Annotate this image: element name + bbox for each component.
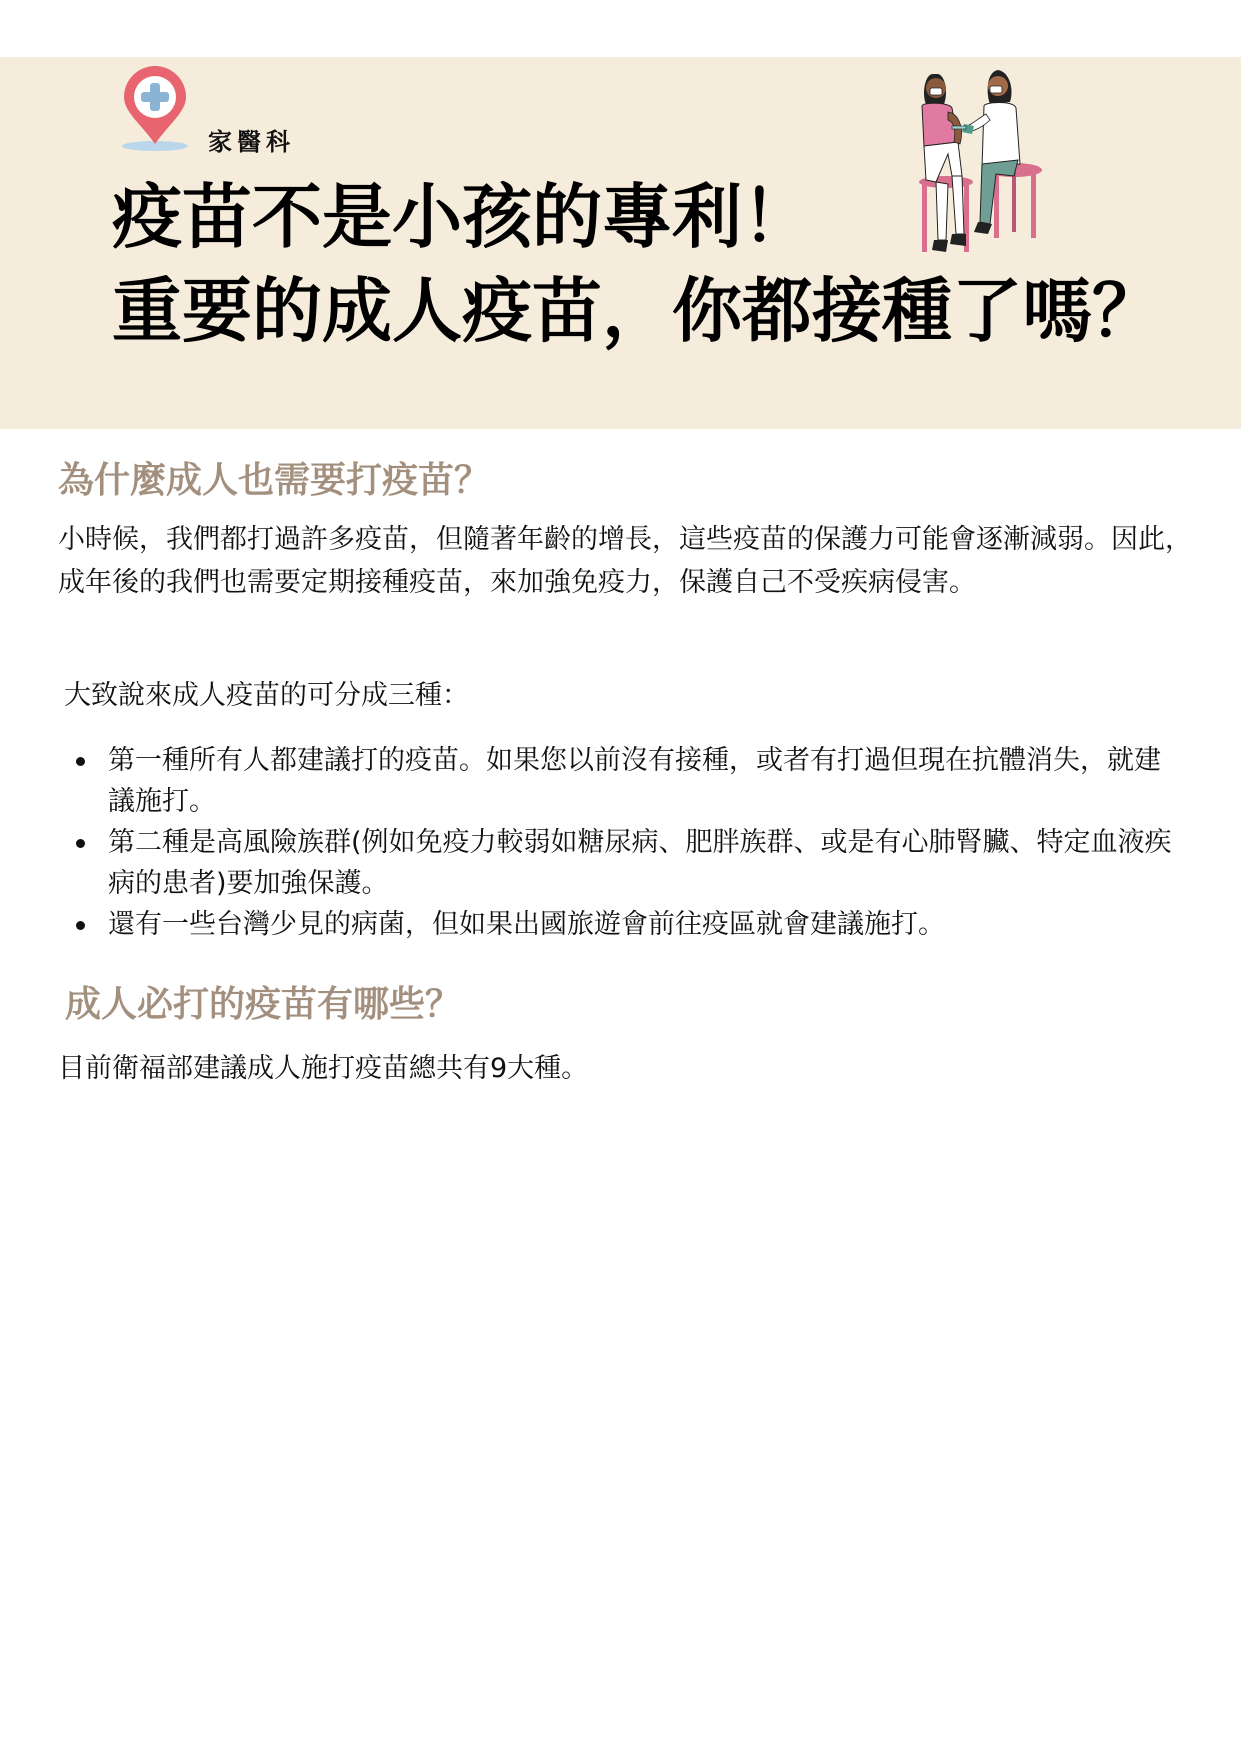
list-item	[60, 740, 1180, 822]
bullet-dot-icon	[76, 839, 85, 848]
list-item-text: 第一種所有人都建議打的疫苗。如果您以前沒有接種，或者有打過但現在抗體消失，就建議施打。	[108, 745, 1161, 817]
section-heading-which-vaccines: 成人必打的疫苗有哪些？	[65, 984, 462, 1025]
recommendation-text: 目前衛福部建議成人施打疫苗總共有9大種。	[58, 1053, 589, 1084]
list-item-text: 第二種是高風險族群(例如免疫力較弱如糖尿病、肥胖族群、或是有心肺腎臟、特定血液疾病的患者)要加強保護。	[108, 827, 1172, 899]
section-heading-why: 為什麼成人也需要打疫苗？	[58, 460, 491, 501]
medical-location-pin-icon	[118, 66, 192, 156]
types-lead-text: 大致說來成人疫苗的可分成三種：	[64, 680, 469, 711]
bullet-dot-icon	[76, 757, 85, 766]
list-item-text: 還有一些台灣少見的病菌，但如果出國旅遊會前往疫區就會建議施打。	[108, 909, 945, 940]
intro-paragraph: 小時候，我們都打過許多疫苗，但隨著年齡的增長，這些疫苗的保護力可能會逐漸減弱。因此，成年後的我們也需要定期接種疫苗，來加強免疫力，保護自己不受疾病侵害。	[58, 524, 1192, 598]
bullet-dot-icon	[76, 921, 85, 930]
department-label: 家醫科	[208, 128, 295, 156]
page-title-line-2: 重要的成人疫苗，你都接種了嗎？	[112, 270, 1162, 352]
list-item	[60, 822, 1180, 904]
page-title-line-1: 疫苗不是小孩的專利！	[112, 176, 812, 258]
vaccine-type-list	[60, 740, 1180, 945]
list-item	[60, 904, 1180, 945]
vaccination-illustration	[886, 64, 1058, 270]
